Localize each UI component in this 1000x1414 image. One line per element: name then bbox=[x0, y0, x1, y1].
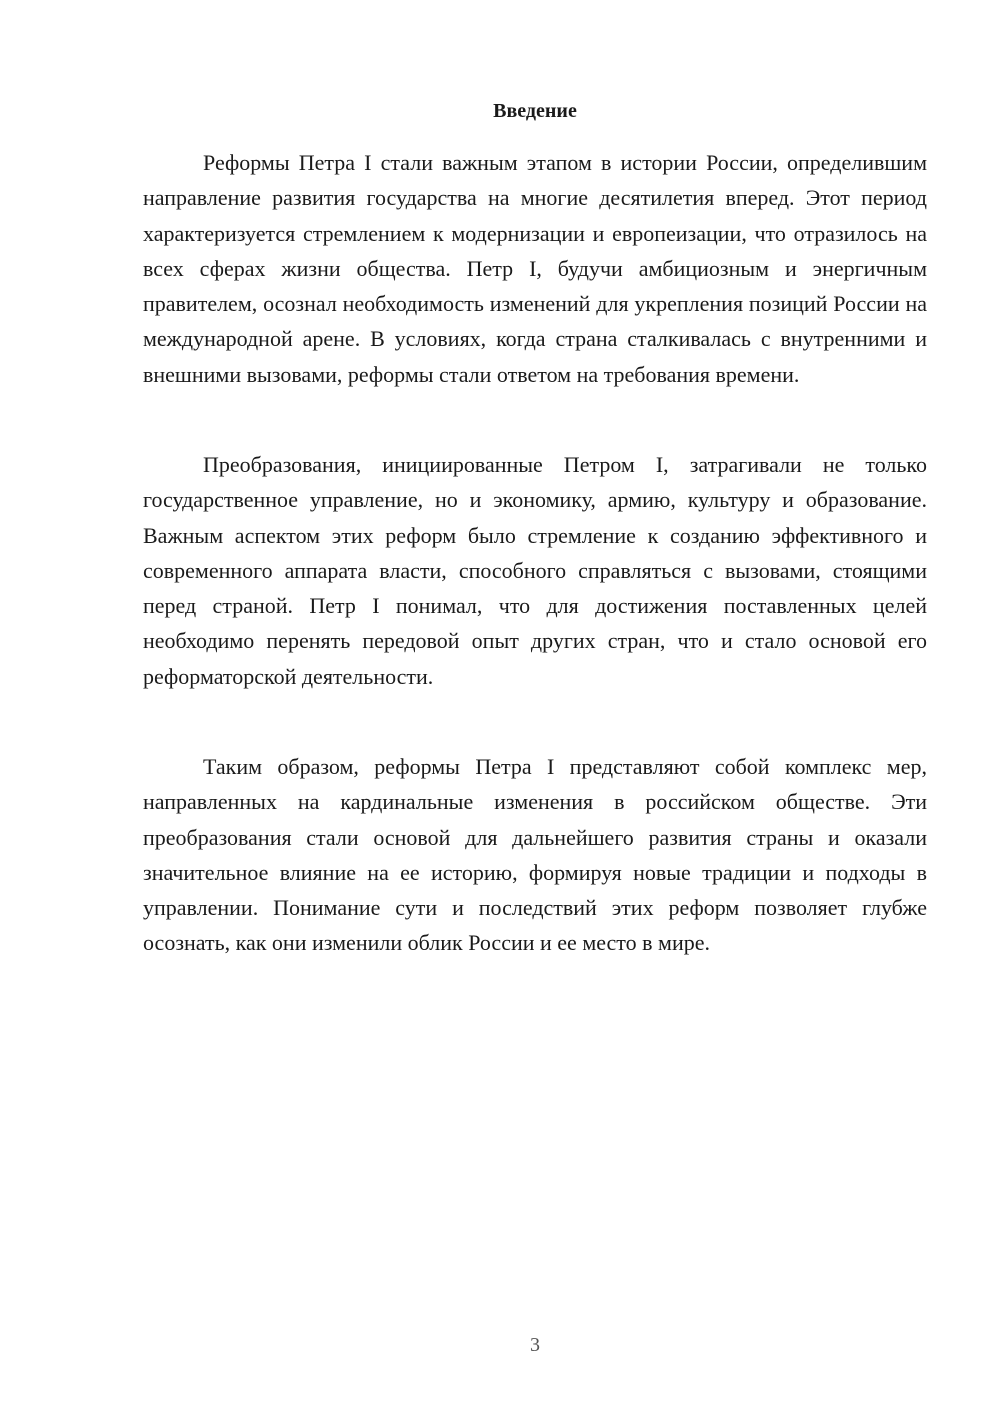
paragraph-1: Реформы Петра I стали важным этапом в истории России, определившим направление развития государства на многие десятилетия вперед. Этот период характеризуется стремлением к модернизации и европеизации, что отразилось на всех сферах жизни общества. Петр I, будучи амбициозным и энергичным правителем, осознал необходимость изменений для укрепления позиций России на международной арене. В условиях, когда страна сталкивалась с внутренними и внешними вызовами, реформы стали ответом на требования времени. bbox=[143, 150, 927, 387]
section-title: Введение bbox=[493, 100, 577, 122]
paragraph-3: Таким образом, реформы Петра I представляют собой комплекс мер, направленных на кардинальные изменения в российском обществе. Эти преобразования стали основой для дальнейшего развития страны и оказали значительное влияние на ее историю, формируя новые традиции и подходы в управлении. Понимание сути и последствий этих реформ позволяет глубже осознать, как они изменили облик России и ее место в мире. bbox=[143, 754, 927, 956]
paragraph-2: Преобразования, инициированные Петром I, затрагивали не только государственное управление, но и экономику, армию, культуру и образование. Важным аспектом этих реформ было стремление к созданию эффективного и современного аппарата власти, способного справляться с вызовами, стоящими перед страной. Петр I понимал, что для достижения поставленных целей необходимо перенять передовой опыт других стран, что и стало основой его реформаторской деятельности. bbox=[143, 452, 927, 689]
page-number: 3 bbox=[530, 1334, 540, 1356]
